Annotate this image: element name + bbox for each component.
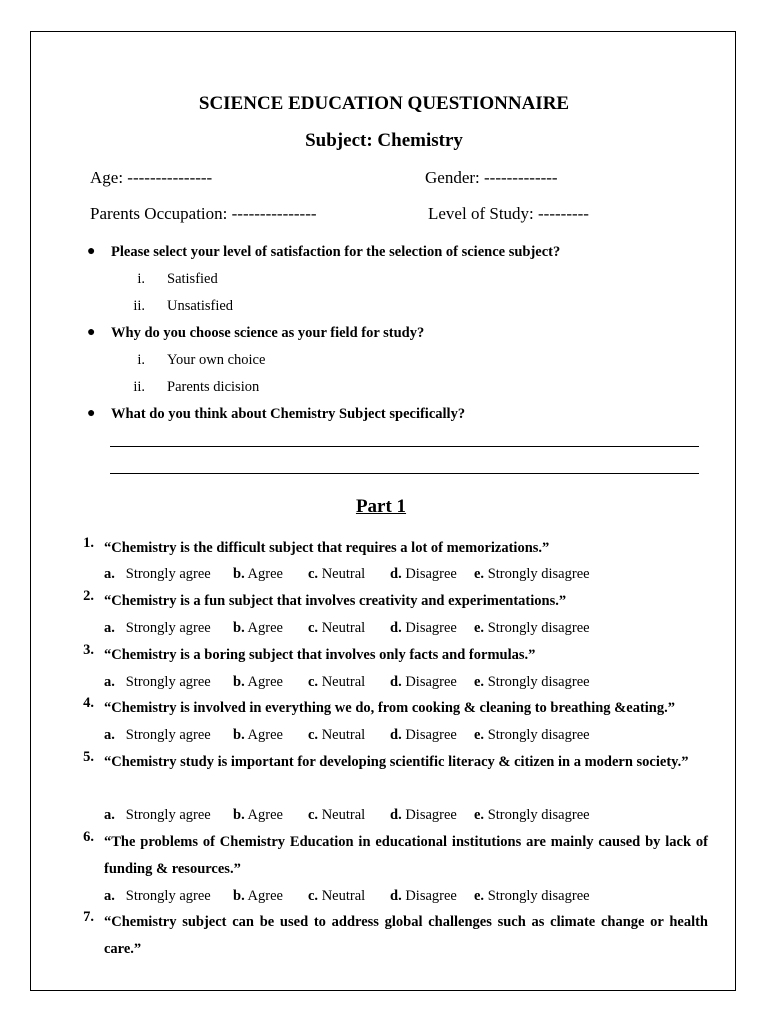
bullet-icon: ● xyxy=(87,325,96,340)
option-number: i. xyxy=(137,352,145,368)
statement-5: “Chemistry study is important for developing scientific literacy & citizen in a modern society.” xyxy=(104,754,689,770)
option-agree[interactable]: b. Agree xyxy=(233,727,283,743)
bullet-icon: ● xyxy=(87,406,96,421)
statement-number: 3. xyxy=(83,642,94,658)
option-strongly-disagree[interactable]: e. Strongly disagree xyxy=(474,566,590,582)
statement-1: “Chemistry is the difficult subject that requires a lot of memorizations.” xyxy=(104,540,550,556)
option-disagree[interactable]: d. Disagree xyxy=(390,807,457,823)
age-field[interactable]: Age: --------------- xyxy=(90,168,213,187)
question-2: Why do you choose science as your field for study? xyxy=(111,325,425,341)
option-number: ii. xyxy=(133,298,145,314)
option-disagree[interactable]: d. Disagree xyxy=(390,566,457,582)
statement-number: 4. xyxy=(83,695,94,711)
answer-line[interactable] xyxy=(110,446,699,447)
level-of-study-field[interactable]: Level of Study: --------- xyxy=(428,204,589,223)
option-agree[interactable]: b. Agree xyxy=(233,674,283,690)
statement-3: “Chemistry is a boring subject that involves only facts and formulas.” xyxy=(104,647,536,663)
question-3: What do you think about Chemistry Subject specifically? xyxy=(111,406,466,422)
page-subtitle: Subject: Chemistry xyxy=(305,130,463,151)
option-strongly-disagree[interactable]: e. Strongly disagree xyxy=(474,888,590,904)
page-title: SCIENCE EDUCATION QUESTIONNAIRE xyxy=(198,93,570,114)
gender-field[interactable]: Gender: ------------- xyxy=(425,168,558,187)
statement-6: “The problems of Chemistry Education in educational institutions are mainly caused by lack of funding & resources.” xyxy=(104,834,708,877)
option-strongly-disagree[interactable]: e. Strongly disagree xyxy=(474,807,590,823)
option-strongly-agree[interactable]: a. Strongly agree xyxy=(104,566,211,582)
option-disagree[interactable]: d. Disagree xyxy=(390,620,457,636)
statement-4: “Chemistry is involved in everything we do, from cooking & cleaning to breathing &eating.” xyxy=(104,700,675,716)
option-strongly-disagree[interactable]: e. Strongly disagree xyxy=(474,620,590,636)
option-number: ii. xyxy=(133,379,145,395)
option-strongly-agree[interactable]: a. Strongly agree xyxy=(104,620,211,636)
option-parents-decision[interactable]: Parents dicision xyxy=(167,379,260,395)
statement-2: “Chemistry is a fun subject that involves creativity and experimentations.” xyxy=(104,593,567,609)
option-agree[interactable]: b. Agree xyxy=(233,620,283,636)
option-neutral[interactable]: c. Neutral xyxy=(308,807,366,823)
question-1: Please select your level of satisfaction for the selection of science subject? xyxy=(111,244,561,260)
option-strongly-agree[interactable]: a. Strongly agree xyxy=(104,674,211,690)
option-neutral[interactable]: c. Neutral xyxy=(308,674,366,690)
option-agree[interactable]: b. Agree xyxy=(233,807,283,823)
option-satisfied[interactable]: Satisfied xyxy=(167,271,218,287)
statement-number: 1. xyxy=(83,535,94,551)
part-title: Part 1 xyxy=(355,496,407,517)
option-strongly-disagree[interactable]: e. Strongly disagree xyxy=(474,674,590,690)
bullet-icon: ● xyxy=(87,244,96,259)
statement-number: 7. xyxy=(83,909,94,925)
option-disagree[interactable]: d. Disagree xyxy=(390,727,457,743)
parents-occupation-field[interactable]: Parents Occupation: --------------- xyxy=(90,204,317,223)
statement-number: 5. xyxy=(83,749,94,765)
option-own-choice[interactable]: Your own choice xyxy=(167,352,266,368)
option-neutral[interactable]: c. Neutral xyxy=(308,566,366,582)
option-strongly-disagree[interactable]: e. Strongly disagree xyxy=(474,727,590,743)
option-number: i. xyxy=(137,271,145,287)
option-disagree[interactable]: d. Disagree xyxy=(390,674,457,690)
statement-number: 6. xyxy=(83,829,94,845)
statement-7: “Chemistry subject can be used to address global challenges such as climate change or health care.” xyxy=(104,914,708,957)
option-neutral[interactable]: c. Neutral xyxy=(308,727,366,743)
option-neutral[interactable]: c. Neutral xyxy=(308,620,366,636)
option-neutral[interactable]: c. Neutral xyxy=(308,888,366,904)
option-strongly-agree[interactable]: a. Strongly agree xyxy=(104,807,211,823)
option-disagree[interactable]: d. Disagree xyxy=(390,888,457,904)
option-strongly-agree[interactable]: a. Strongly agree xyxy=(104,888,211,904)
option-strongly-agree[interactable]: a. Strongly agree xyxy=(104,727,211,743)
option-agree[interactable]: b. Agree xyxy=(233,888,283,904)
option-unsatisfied[interactable]: Unsatisfied xyxy=(167,298,234,314)
option-agree[interactable]: b. Agree xyxy=(233,566,283,582)
statement-number: 2. xyxy=(83,588,94,604)
answer-line[interactable] xyxy=(110,473,699,474)
